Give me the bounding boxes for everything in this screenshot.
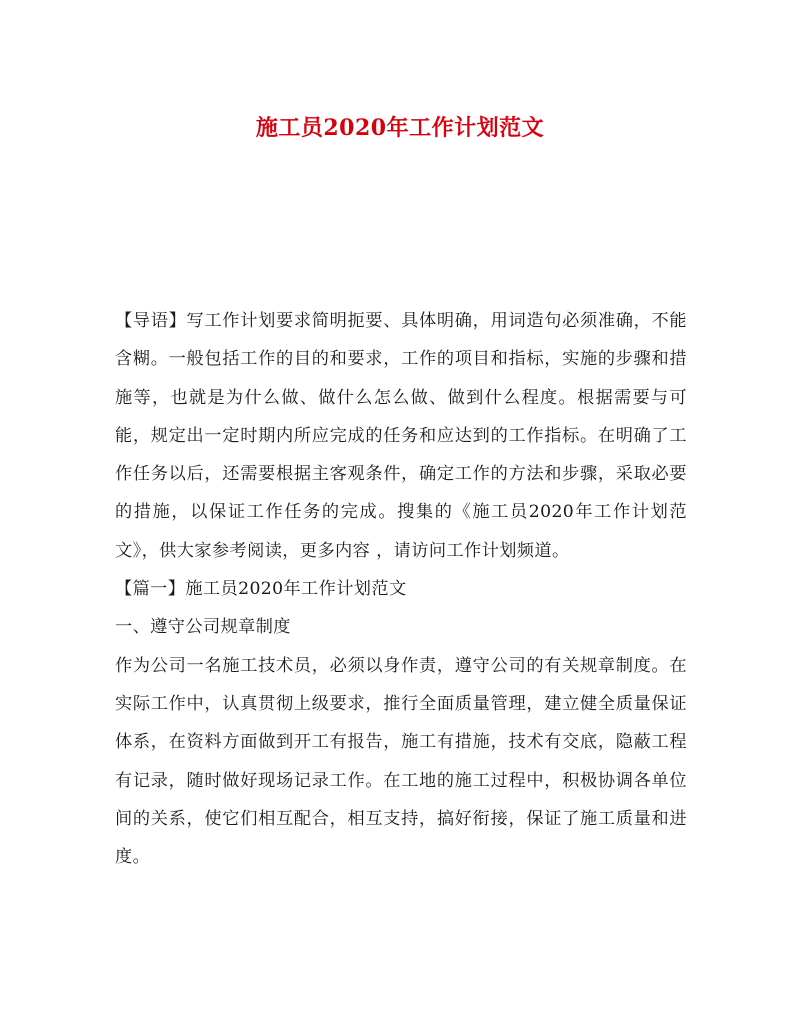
subsection-heading: 一、遵守公司规章制度 [115, 617, 291, 638]
section-heading: 【篇一】施工员2020年工作计划范文 [115, 579, 407, 600]
document-title: 施工员2020年工作计划范文 [255, 115, 545, 141]
body-paragraph: 作为公司一名施工技术员，必须以身作责，遵守公司的有关规章制度。在实际工作中，认真贯彻上级要求，推行全面质量管理，建立健全质量保证体系，在资料方面做到开工有报告，施工有措施，技术有交底，隐蔽工程有记录，随时做好现场记录工作。在工地的施工过程中，积极协调各单位间的关系，使它们相互配合，相互支持，搞好衔接，保证了施工质量和进度。 [115, 655, 687, 868]
document-body [115, 302, 687, 876]
intro-paragraph: 【导语】写工作计划要求简明扼要、具体明确，用词造句必须准确，不能含糊。一般包括工作的目的和要求，工作的项目和指标，实施的步骤和措施等，也就是为什么做、做什么怎么做、做到什么程度。根据需要与可能，规定出一定时期内所应完成的任务和应达到的工作指标。在明确了工作任务以后，还需要根据主客观条件，确定工作的方法和步骤，采取必要的措施，以保证工作任务的完成。搜集的《施工员2020年工作计划范文》，供大家参考阅读，更多内容 ，请访问工作计划频道。 [115, 311, 687, 561]
